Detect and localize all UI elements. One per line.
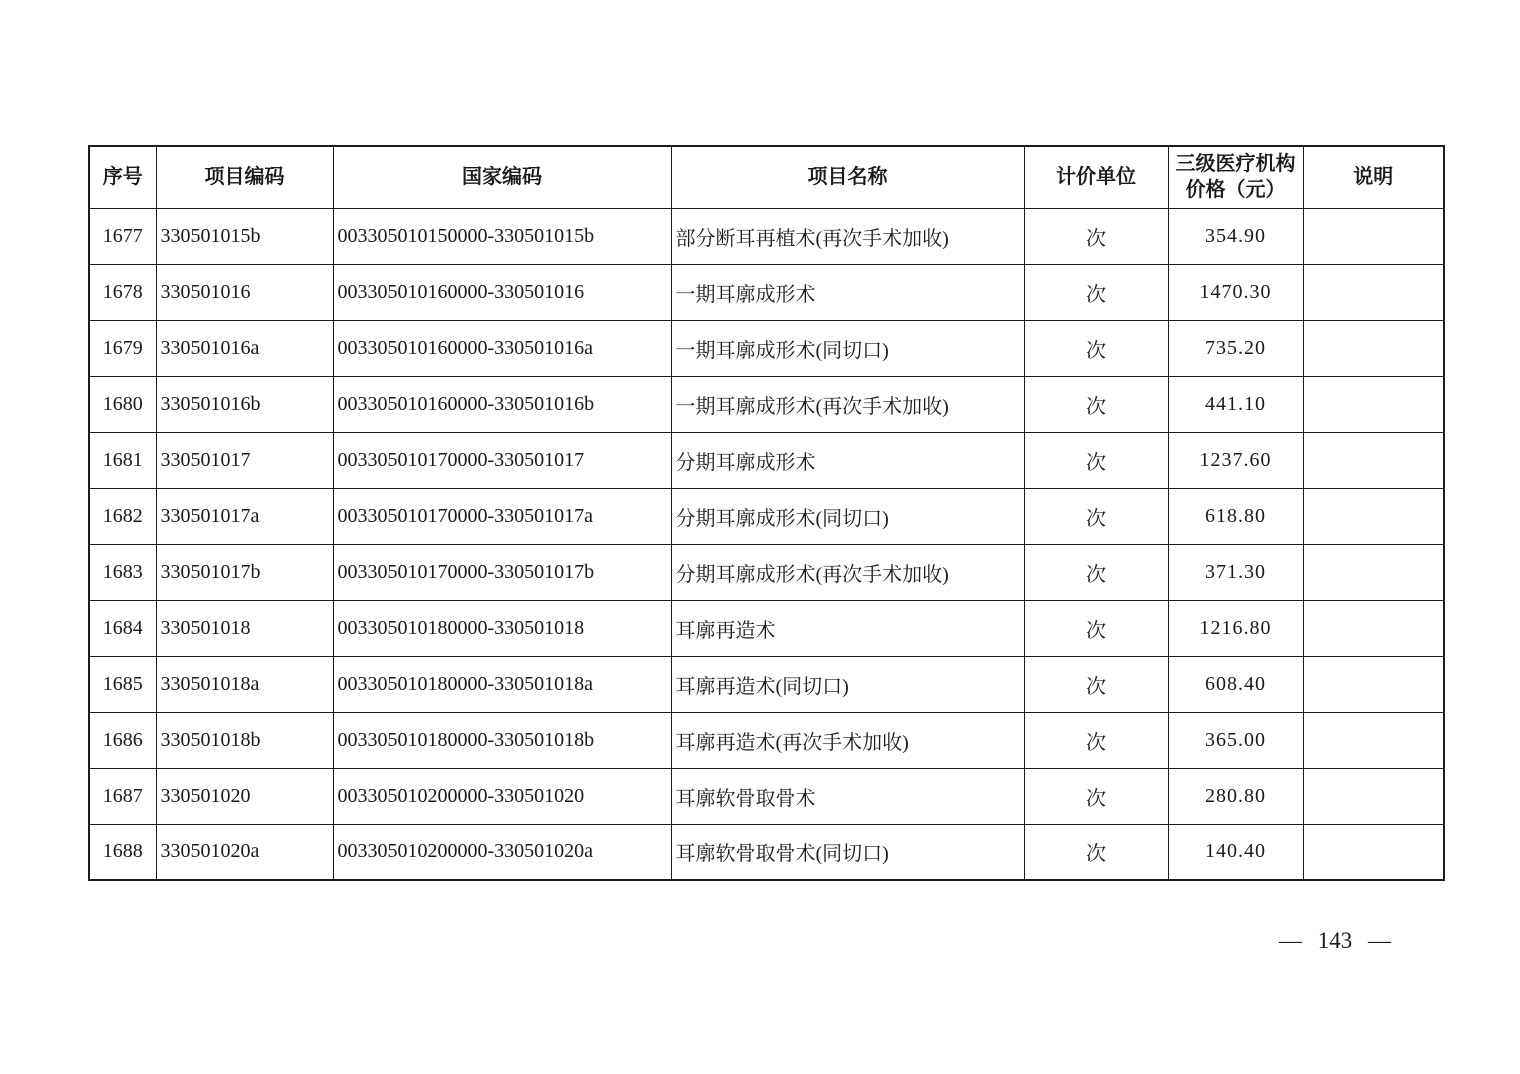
cell-unit: 次 (1024, 488, 1168, 544)
cell-seq: 1681 (89, 432, 156, 488)
cell-price: 618.80 (1168, 488, 1303, 544)
cell-seq: 1688 (89, 824, 156, 880)
cell-national-code: 003305010180000-330501018b (333, 712, 671, 768)
cell-item-name: 分期耳廓成形术(同切口) (671, 488, 1024, 544)
table-row (89, 656, 1444, 712)
cell-item-name: 耳廓再造术(再次手术加收) (671, 712, 1024, 768)
cell-national-code: 003305010160000-330501016a (333, 320, 671, 376)
cell-note (1303, 712, 1444, 768)
cell-item-code: 330501018b (156, 712, 333, 768)
cell-item-code: 330501016a (156, 320, 333, 376)
header-price (1168, 146, 1303, 208)
cell-note (1303, 488, 1444, 544)
header-item-name: 项目名称 (671, 146, 1024, 208)
cell-national-code: 003305010170000-330501017a (333, 488, 671, 544)
cell-price: 735.20 (1168, 320, 1303, 376)
cell-item-name: 分期耳廓成形术(再次手术加收) (671, 544, 1024, 600)
cell-note (1303, 264, 1444, 320)
cell-national-code: 003305010160000-330501016b (333, 376, 671, 432)
cell-price: 1237.60 (1168, 432, 1303, 488)
table-row (89, 768, 1444, 824)
cell-national-code: 003305010150000-330501015b (333, 208, 671, 264)
header-price-line2: 价格（元） (1185, 179, 1286, 202)
cell-national-code: 003305010180000-330501018a (333, 656, 671, 712)
cell-seq: 1680 (89, 376, 156, 432)
cell-item-code: 330501020 (156, 768, 333, 824)
cell-item-name: 耳廓软骨取骨术(同切口) (671, 824, 1024, 880)
table-row (89, 376, 1444, 432)
cell-national-code: 003305010170000-330501017b (333, 544, 671, 600)
cell-unit: 次 (1024, 824, 1168, 880)
table-row (89, 432, 1444, 488)
cell-unit: 次 (1024, 600, 1168, 656)
cell-unit: 次 (1024, 656, 1168, 712)
cell-item-name: 耳廓再造术(同切口) (671, 656, 1024, 712)
cell-item-code: 330501016 (156, 264, 333, 320)
cell-seq: 1685 (89, 656, 156, 712)
cell-unit: 次 (1024, 432, 1168, 488)
cell-item-code: 330501018 (156, 600, 333, 656)
table-row (89, 208, 1444, 264)
cell-price: 280.80 (1168, 768, 1303, 824)
cell-seq: 1684 (89, 600, 156, 656)
cell-price: 1216.80 (1168, 600, 1303, 656)
cell-unit: 次 (1024, 320, 1168, 376)
cell-item-code: 330501016b (156, 376, 333, 432)
table-row (89, 712, 1444, 768)
cell-item-name: 一期耳廓成形术(同切口) (671, 320, 1024, 376)
cell-national-code: 003305010160000-330501016 (333, 264, 671, 320)
cell-national-code: 003305010200000-330501020 (333, 768, 671, 824)
table-row (89, 264, 1444, 320)
cell-national-code: 003305010170000-330501017 (333, 432, 671, 488)
table-row (89, 824, 1444, 880)
cell-item-code: 330501017 (156, 432, 333, 488)
header-item-code: 项目编码 (156, 146, 333, 208)
cell-price: 1470.30 (1168, 264, 1303, 320)
header-seq: 序号 (89, 146, 156, 208)
cell-item-name: 一期耳廓成形术(再次手术加收) (671, 376, 1024, 432)
cell-note (1303, 824, 1444, 880)
cell-item-code: 330501017b (156, 544, 333, 600)
cell-price: 354.90 (1168, 208, 1303, 264)
cell-item-code: 330501020a (156, 824, 333, 880)
cell-seq: 1682 (89, 488, 156, 544)
cell-seq: 1686 (89, 712, 156, 768)
cell-note (1303, 320, 1444, 376)
cell-seq: 1687 (89, 768, 156, 824)
header-note: 说明 (1303, 146, 1444, 208)
header-price-line1: 三级医疗机构 (1175, 153, 1296, 176)
header-national-code: 国家编码 (333, 146, 671, 208)
cell-unit: 次 (1024, 376, 1168, 432)
cell-national-code: 003305010200000-330501020a (333, 824, 671, 880)
cell-item-code: 330501015b (156, 208, 333, 264)
header-row (89, 146, 1444, 208)
cell-unit: 次 (1024, 768, 1168, 824)
cell-item-name: 部分断耳再植术(再次手术加收) (671, 208, 1024, 264)
cell-unit: 次 (1024, 712, 1168, 768)
cell-item-name: 分期耳廓成形术 (671, 432, 1024, 488)
cell-seq: 1679 (89, 320, 156, 376)
cell-seq: 1683 (89, 544, 156, 600)
cell-price: 441.10 (1168, 376, 1303, 432)
cell-item-code: 330501017a (156, 488, 333, 544)
table-body (89, 208, 1444, 880)
cell-national-code: 003305010180000-330501018 (333, 600, 671, 656)
table-row (89, 544, 1444, 600)
table-header (89, 146, 1444, 208)
cell-unit: 次 (1024, 264, 1168, 320)
header-unit: 计价单位 (1024, 146, 1168, 208)
cell-unit: 次 (1024, 208, 1168, 264)
table-row (89, 488, 1444, 544)
cell-note (1303, 432, 1444, 488)
cell-seq: 1677 (89, 208, 156, 264)
table-row (89, 320, 1444, 376)
cell-item-code: 330501018a (156, 656, 333, 712)
cell-price: 608.40 (1168, 656, 1303, 712)
cell-price: 371.30 (1168, 544, 1303, 600)
price-table (88, 145, 1445, 881)
cell-note (1303, 600, 1444, 656)
cell-price: 140.40 (1168, 824, 1303, 880)
cell-unit: 次 (1024, 544, 1168, 600)
cell-item-name: 耳廓再造术 (671, 600, 1024, 656)
table-row (89, 600, 1444, 656)
cell-item-name: 一期耳廓成形术 (671, 264, 1024, 320)
cell-note (1303, 656, 1444, 712)
cell-item-name: 耳廓软骨取骨术 (671, 768, 1024, 824)
cell-seq: 1678 (89, 264, 156, 320)
cell-note (1303, 768, 1444, 824)
cell-price: 365.00 (1168, 712, 1303, 768)
cell-note (1303, 376, 1444, 432)
cell-note (1303, 208, 1444, 264)
page-number: — 143 — (1279, 928, 1391, 953)
cell-note (1303, 544, 1444, 600)
